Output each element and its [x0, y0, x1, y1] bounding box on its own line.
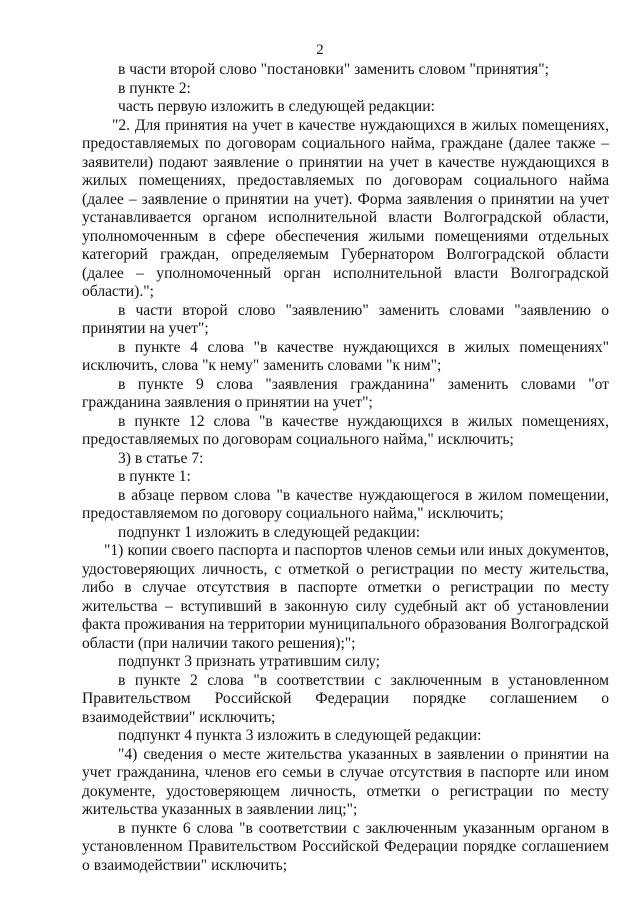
- paragraph: в пункте 1:: [118, 468, 191, 485]
- quoted-paragraph: "1) копии своего паспорта и паспортов членов семьи или иных документов, удостоверяющих личность, с отметкой о регистрации по месту жительства, либо в случае отсутствия в паспорте отметки о регистрации по месту жительства – вступивший в законную силу судебный акт об установлении факта проживания на территории муниципального образования Волгоградской области (при наличии такого решения);";: [82, 542, 609, 652]
- paragraph: в части второй слово "постановки" заменить словом "принятия";: [118, 61, 549, 78]
- paragraph: в абзаце первом слова "в качестве нуждающегося в жилом помещении, предоставляемом по договору социального найма," исключить;: [82, 486, 609, 522]
- paragraph: в пункте 9 слова "заявления гражданина" заменить словами "от гражданина заявления о принятии на учет";: [82, 375, 609, 411]
- quoted-paragraph: "4) сведения о месте жительства указанных в заявлении о принятии на учет гражданина, членов его семьи в случае отсутствия в паспорте или ином документе, удостоверяющем личность, отметки о регистрации по месту жительства указанных в заявлении лиц;";: [82, 745, 609, 818]
- paragraph: в пункте 2:: [118, 79, 191, 97]
- paragraph: подпункт 1 изложить в следующей редакции:: [118, 523, 421, 541]
- paragraph: в пункте 2 слова "в соответствии с заключенным в установленном Правительством Российской Федерации порядке соглашением о взаимодействии" исключить;: [82, 671, 609, 726]
- paragraph: 3) в статье 7:: [118, 449, 204, 467]
- paragraph: подпункт 3 признать утратившим силу;: [118, 653, 380, 670]
- paragraph: в пункте 12 слова "в качестве нуждающихся в жилых помещениях, предоставляемых по договорам социального найма," исключить;: [82, 412, 609, 448]
- paragraph: в части второй слово "заявлению" заменить словами "заявлению о принятии на учет";: [82, 301, 609, 337]
- paragraph: подпункт 4 пункта 3 изложить в следующей редакции:: [118, 727, 482, 744]
- page-number: 2: [316, 42, 324, 58]
- quoted-paragraph: "2. Для принятия на учет в качестве нуждающихся в жилых помещениях, предоставляемых по договорам социального найма, граждане (далее также – заявители) подают заявление о принятии на учет в качестве нуждающихся в жилых помещениях, предоставляемых по договорам социального найма (далее – заявление о принятии на учет). Форма заявления о принятии на учет устанавливается органом исполнительной власти Волгоградской области, уполномоченным в сфере обеспечения жилыми помещениями отдельных категорий граждан, определяемым Губернатором Волгоградской области (далее – уполномоченный орган исполнительной власти Волгоградской области).";: [82, 116, 609, 300]
- paragraph: в пункте 6 слова "в соответствии с заключенным указанным органом в установленном Правительством Российской Федерации порядке соглашением о взаимодействии" исключить;: [82, 819, 609, 874]
- paragraph: в пункте 4 слова "в качестве нуждающихся в жилых помещениях" исключить, слова "к нему" заменить словами "к ним";: [82, 338, 609, 374]
- document-body: [82, 61, 609, 875]
- paragraph: часть первую изложить в следующей редакции:: [118, 98, 435, 115]
